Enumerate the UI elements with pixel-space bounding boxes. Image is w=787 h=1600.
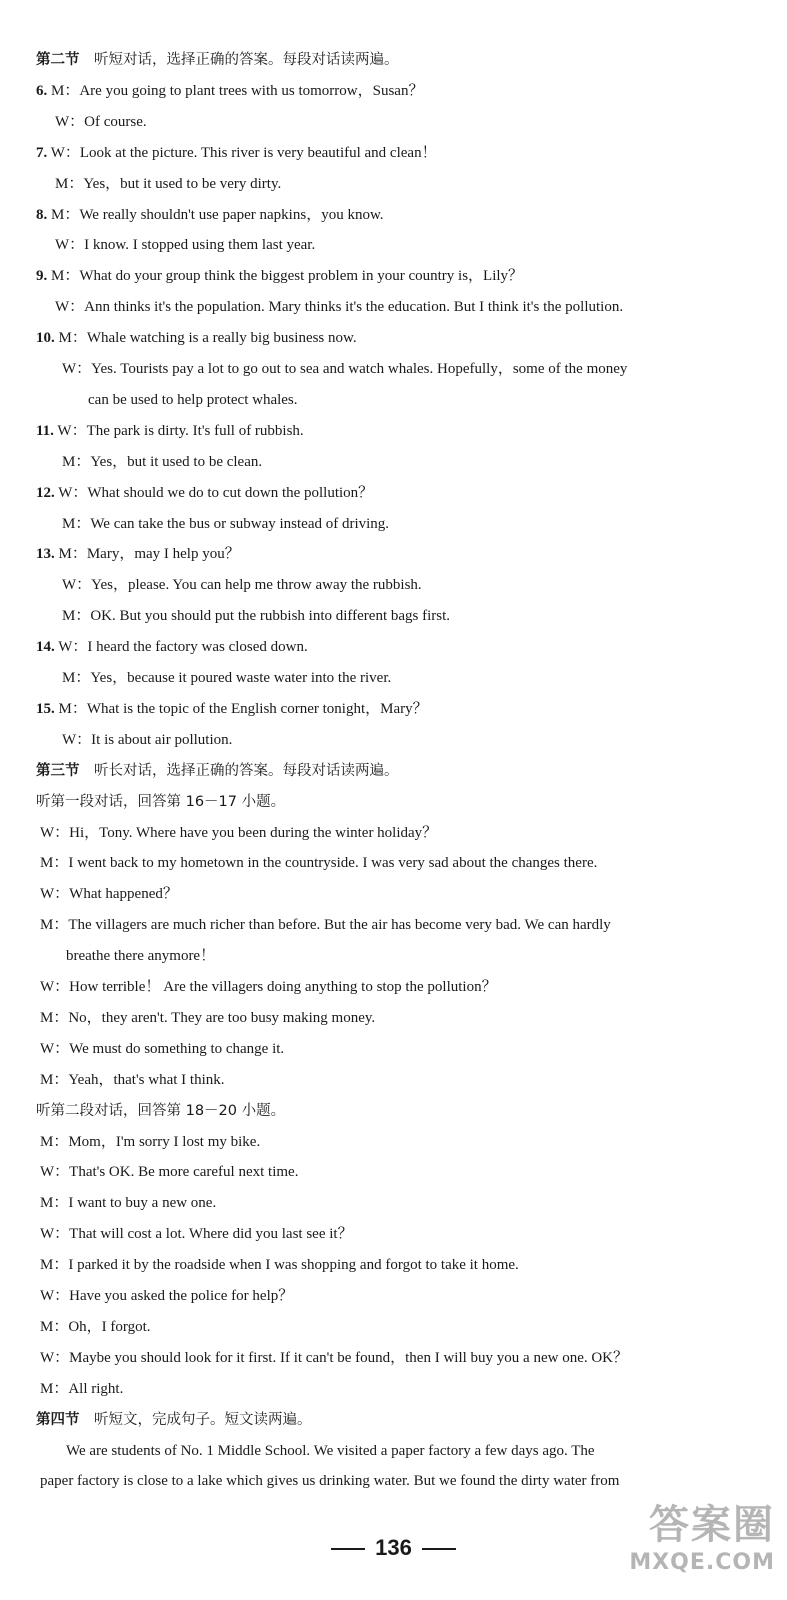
line-text: M：Yeah，that's what I think. [40, 1071, 225, 1088]
line-text: W：What happened？ [40, 886, 178, 903]
line-text: W：That will cost a lot. Where did you last see it？ [40, 1226, 353, 1243]
text-line [0, 1343, 787, 1374]
text-line [0, 447, 787, 478]
question-number: 11. [36, 422, 54, 439]
line-text: M：What do your group think the biggest problem in your country is，Lily？ [47, 268, 524, 285]
question-number: 9. [36, 268, 48, 285]
text-line [0, 1466, 787, 1497]
question-line [0, 539, 787, 570]
line-text: M：What is the topic of the English corner tonight，Mary？ [54, 700, 428, 717]
text-line [0, 169, 787, 200]
question-line [0, 694, 787, 725]
question-line [0, 323, 787, 354]
line-text: 听长对话，选择正确的答案。每段对话读两遍。 [79, 762, 399, 779]
question-number: 10. [36, 330, 55, 347]
text-line [0, 1065, 787, 1096]
text-line [0, 725, 787, 756]
text-line [0, 941, 787, 972]
line-text: W：I heard the factory was closed down. [54, 639, 308, 656]
question-number: 15. [36, 700, 55, 717]
line-text: M：Yes，but it used to be clean. [62, 453, 263, 470]
question-number: 14. [36, 639, 55, 656]
line-text: We are students of No. 1 Middle School. We visited a paper factory a few days ago. The [66, 1442, 595, 1459]
line-text: W：What should we do to cut down the pollution？ [54, 484, 374, 501]
line-text: M：Yes，but it used to be very dirty. [55, 175, 282, 192]
section-label: 第三节 [36, 762, 80, 779]
line-text: 听短对话，选择正确的答案。每段对话读两遍。 [79, 52, 399, 68]
watermark-url: MXQE.COM [629, 1550, 775, 1575]
line-text: W：Yes. Tourists pay a lot to go out to sea and watch whales. Hopefully，some of the money [62, 361, 628, 377]
text-line [0, 1003, 787, 1034]
question-line [0, 632, 787, 663]
section-heading [0, 45, 787, 76]
line-text: W：Ann thinks it's the population. Mary thinks it's the education. But I think it's the pollution. [55, 299, 624, 316]
text-line [0, 230, 787, 261]
line-text: M：Whale watching is a really big business now. [54, 330, 357, 347]
line-text: W：Yes，please. You can help me throw away the rubbish. [62, 577, 422, 594]
text-line [0, 879, 787, 910]
text-line [0, 1436, 787, 1467]
text-line [0, 1312, 787, 1343]
text-line [0, 787, 787, 818]
text-line [0, 910, 787, 941]
text-line [0, 818, 787, 849]
line-text: W：Hi，Tony. Where have you been during the winter holiday？ [40, 824, 438, 841]
line-text: W：The park is dirty. It's full of rubbish. [53, 422, 304, 439]
question-number: 8. [36, 206, 48, 223]
line-text: W：Maybe you should look for it first. If it can't be found，then I will buy you a new one. OK？ [40, 1349, 629, 1366]
section-label: 第二节 [36, 52, 80, 68]
section-heading [0, 756, 787, 787]
line-text: M：Oh，I forgot. [40, 1318, 151, 1335]
text-line [0, 1250, 787, 1281]
line-text: M：OK. But you should put the rubbish into different bags first. [62, 608, 451, 625]
text-line [0, 1188, 787, 1219]
text-line [0, 509, 787, 540]
text-line [0, 1157, 787, 1188]
section-label: 第四节 [36, 1411, 80, 1428]
line-text: W：Have you asked the police for help？ [40, 1288, 294, 1304]
line-text: M：Are you going to plant trees with us tomorrow，Susan？ [47, 82, 424, 99]
question-line [0, 138, 787, 169]
question-number: 6. [36, 82, 48, 99]
line-text: W：Of course. [55, 113, 147, 130]
text-line [0, 107, 787, 138]
text-line [0, 1034, 787, 1065]
text-line [0, 848, 787, 879]
text-line [0, 972, 787, 1003]
watermark [545, 1500, 775, 1595]
footer-dash-left [331, 1548, 365, 1550]
line-text: 听短文，完成句子。短文读两遍。 [79, 1411, 312, 1428]
line-text: M：Mom，I'm sorry I lost my bike. [40, 1133, 261, 1150]
text-line [0, 1219, 787, 1250]
line-text: M：Yes，because it poured waste water into the river. [62, 670, 392, 686]
line-text: M：All right. [40, 1380, 124, 1397]
text-line [0, 354, 787, 385]
line-text: M：We can take the bus or subway instead of driving. [62, 515, 390, 532]
line-text: 听第一段对话，回答第 16－17 小题。 [36, 793, 286, 810]
line-text: paper factory is close to a lake which gives us drinking water. But we found the dirty water from [40, 1473, 620, 1490]
text-line [0, 1281, 787, 1312]
text-line [0, 663, 787, 694]
text-line [0, 292, 787, 323]
line-text: can be used to help protect whales. [88, 391, 298, 408]
question-number: 12. [36, 484, 55, 501]
question-line [0, 200, 787, 231]
line-text: W：We must do something to change it. [40, 1040, 285, 1057]
watermark-logo: 答案圈 [649, 1502, 775, 1548]
line-text: M：I went back to my hometown in the countryside. I was very sad about the changes there. [40, 855, 598, 872]
line-text: W：That's OK. Be more careful next time. [40, 1164, 299, 1181]
line-text: M：The villagers are much richer than before. But the air has become very bad. We can hardly [40, 917, 611, 934]
question-number: 7. [36, 144, 48, 161]
text-line [0, 385, 787, 416]
line-text: breathe there anymore！ [66, 948, 216, 965]
text-line [0, 570, 787, 601]
line-text: W：It is about air pollution. [62, 731, 233, 748]
question-line [0, 478, 787, 509]
line-text: M：We really shouldn't use paper napkins，you know. [47, 206, 384, 223]
line-text: W：How terrible！ Are the villagers doing anything to stop the pollution？ [40, 979, 497, 995]
line-text: M：I parked it by the roadside when I was shopping and forgot to take it home. [40, 1257, 519, 1274]
section-heading [0, 1405, 787, 1436]
line-text: M：No，they aren't. They are too busy making money. [40, 1009, 376, 1026]
question-line [0, 261, 787, 292]
line-text: W：I know. I stopped using them last year. [55, 237, 316, 254]
page-number: 136 [375, 1535, 412, 1560]
footer-dash-right [422, 1548, 456, 1550]
question-line [0, 76, 787, 107]
text-line [0, 1127, 787, 1158]
question-line [0, 416, 787, 447]
line-text: M：Mary，may I help you？ [54, 546, 240, 563]
line-text: M：I want to buy a new one. [40, 1195, 217, 1212]
text-line [0, 1374, 787, 1405]
text-line [0, 601, 787, 632]
question-number: 13. [36, 546, 55, 563]
line-text: 听第二段对话，回答第 18－20 小题。 [36, 1102, 286, 1119]
line-text: W：Look at the picture. This river is very beautiful and clean！ [47, 144, 437, 161]
text-line [0, 1096, 787, 1127]
